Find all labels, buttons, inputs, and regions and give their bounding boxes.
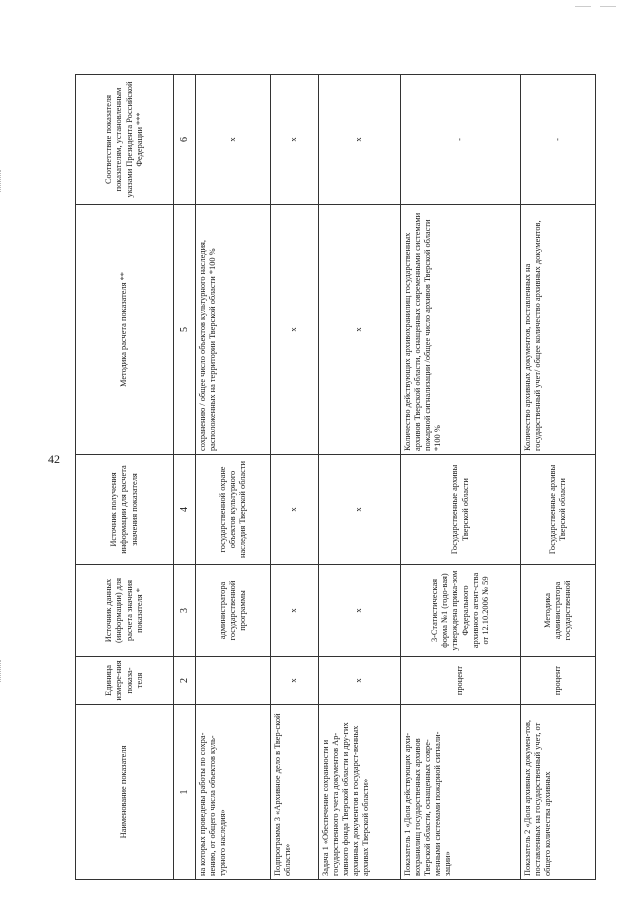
data-source-cell: администратора государственной программы xyxy=(196,565,271,657)
header-cell: Соответствие показателя показателям, установленным указами Президента Российской Федерации *** xyxy=(76,75,174,205)
column-number-row xyxy=(174,75,196,880)
indicator-name-cell: на которых проведены работы по сохра-нению, от общего числа объектов куль-турного наследия» xyxy=(196,705,271,880)
method-cell: x xyxy=(319,205,401,455)
info-source-cell: Государственные архивы Тверской области xyxy=(521,455,596,565)
table-row xyxy=(319,75,401,880)
indicator-name-cell: Показатель 1 «Доля действующих архи-вохранилищ государственных архивов Тверской области, оснащенных совре-менными системами пожарной сигнали-зации» xyxy=(401,705,521,880)
table-row xyxy=(521,75,596,880)
header-cell: Единица измере-ния показа-теля xyxy=(76,657,174,705)
info-source-cell: Государственные архивы Тверской области xyxy=(401,455,521,565)
compliance-cell: - xyxy=(521,75,596,205)
header-cell: Источник получения информации для расчета значения показателя xyxy=(76,455,174,565)
scan-artifact xyxy=(575,6,591,7)
data-source-cell: x xyxy=(319,565,401,657)
table-row xyxy=(196,75,271,880)
data-source-cell: Методика администратора государственной xyxy=(521,565,596,657)
indicator-name-cell: Задача 1 «Обеспечение сохранности и государственного учета документов Ар-хивного фонда Тверской области и дру-гих архивных документов в государст-венных архивах Тверской области» xyxy=(319,705,401,880)
compliance-cell: x xyxy=(196,75,271,205)
scan-artifact xyxy=(0,660,5,682)
table-row xyxy=(401,75,521,880)
table-header-row xyxy=(76,75,174,880)
compliance-cell: x xyxy=(319,75,401,205)
table-row xyxy=(271,75,319,880)
indicator-name-cell: Подпрограмма 3 «Архивное дело в Твер-ской области» xyxy=(271,705,319,880)
column-number: 3 xyxy=(174,565,196,657)
info-source-cell: x xyxy=(319,455,401,565)
column-number: 2 xyxy=(174,657,196,705)
compliance-cell: - xyxy=(401,75,521,205)
unit-cell: x xyxy=(319,657,401,705)
method-cell: Количество архивных документов, поставленных на государственный учет/ общее количество архивных документов, xyxy=(521,205,596,455)
data-source-cell: 3-Статистическая форма №1 (годо-вая) утверждена прика-зом Федерального архивного агент-ства от 12.10.2006 № 59 xyxy=(401,565,521,657)
unit-cell: x xyxy=(271,657,319,705)
unit-cell xyxy=(196,657,271,705)
method-cell: x xyxy=(271,205,319,455)
scan-artifact xyxy=(600,6,616,7)
method-cell: сохранению / общее число объектов культурного наследия, расположенных на территории Тверской области *100 % xyxy=(196,205,271,455)
info-source-cell: государственной охране объектов культурного наследия Тверской области xyxy=(196,455,271,565)
column-number: 5 xyxy=(174,205,196,455)
unit-cell: процент xyxy=(401,657,521,705)
unit-cell: процент xyxy=(521,657,596,705)
compliance-cell: x xyxy=(271,75,319,205)
indicators-table xyxy=(75,74,596,880)
header-cell: Источник данных (информации) для расчета значения показателя * xyxy=(76,565,174,657)
column-number: 1 xyxy=(174,705,196,880)
info-source-cell: x xyxy=(271,455,319,565)
data-source-cell: x xyxy=(271,565,319,657)
column-number: 6 xyxy=(174,75,196,205)
method-cell: Количество действующих архивохранилищ государственных архивов Тверской области, оснащенных современными системами пожарной сигнализации /общее число архивов Тверской области *100 % xyxy=(401,205,521,455)
column-number: 4 xyxy=(174,455,196,565)
page-number: 42 xyxy=(48,452,60,466)
rotated-page-content xyxy=(75,75,595,880)
scan-artifact xyxy=(0,170,5,192)
header-cell: Наименование показателя xyxy=(76,705,174,880)
indicator-name-cell: Показатель 2 «Доля архивных докумен-тов, поставленных на государственный учет, от общего количества архивных xyxy=(521,705,596,880)
header-cell: Методика расчета показателя ** xyxy=(76,205,174,455)
